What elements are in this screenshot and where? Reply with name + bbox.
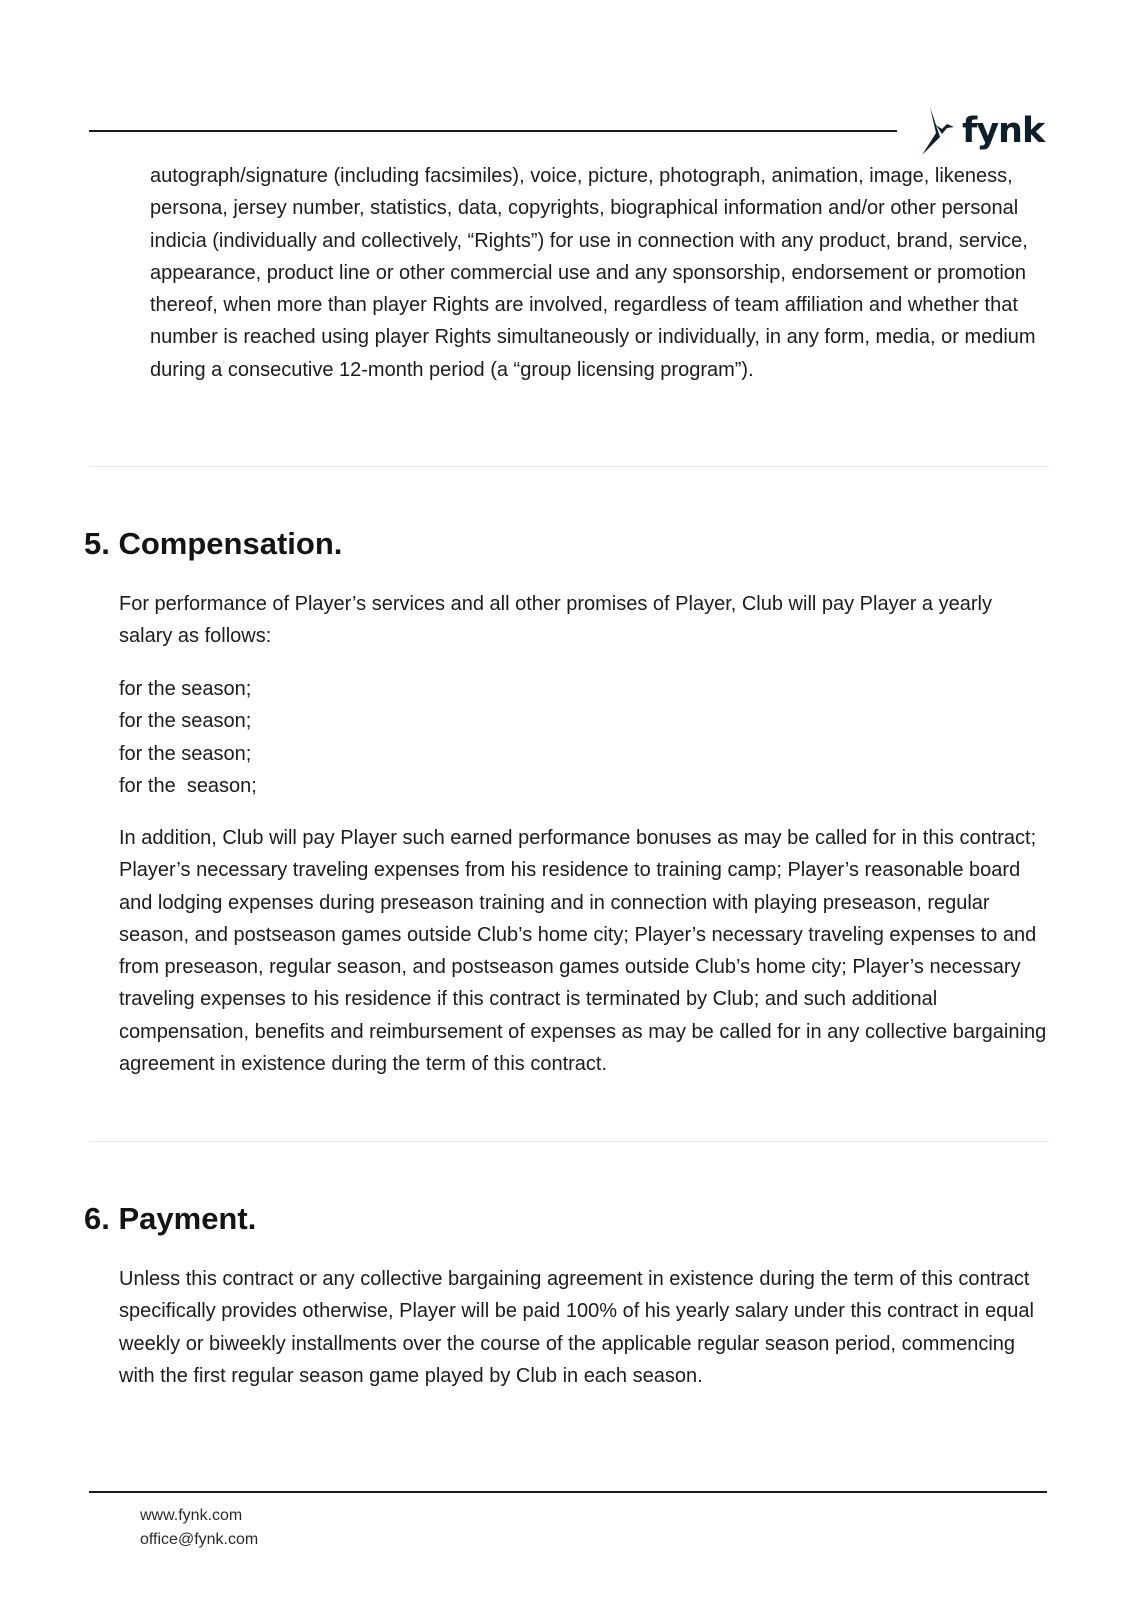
season-item: for the season;	[119, 774, 257, 797]
footer-email: office@fynk.com	[140, 1531, 259, 1548]
footer-website: www.fynk.com	[140, 1507, 243, 1524]
season-item: for the season;	[119, 742, 252, 765]
section-6-title: 6. Payment.	[84, 1201, 257, 1236]
section-5-title: 5. Compensation.	[84, 526, 343, 561]
additional-compensation-paragraph: In addition, Club will pay Player such earned performance bonuses as may be called for in this contract; Player’s necessary traveling expenses from his residence to training camp; Player’s reasonable board and lodging expenses during preseason training and in connection with playing preseason, regular season, and postseason games outside Club’s home city; Player’s necessary traveling expenses to and from preseason, regular season, and postseason games outside Club’s home city; Player’s necessary traveling expenses to his residence if this contract is terminated by Club; and such additional compensation, benefits and reimbursement of expenses as may be called for in any collective bargaining agreement in existence during the term of this contract.	[119, 827, 1047, 1076]
fynk-bird-icon	[920, 107, 954, 155]
fynk-logo	[920, 105, 1044, 157]
intro-paragraph: autograph/signature (including facsimiles), voice, picture, photograph, animation, image, likeness, persona, jersey number, statistics, data, copyrights, biographical information and/or other personal indicia (individually and collectively, “Rights”) for use in connection with any product, brand, service, appearance, product line or other commercial use and any sponsorship, endorsement or promotion thereof, when more than player Rights are involved, regardless of team affiliation and whether that number is reached using player Rights simultaneously or individually, in any form, media, or medium during a consecutive 12-month period (a “group licensing program”).	[150, 165, 1036, 381]
season-item: for the season;	[119, 710, 252, 733]
header-rule	[89, 130, 897, 132]
section-divider	[89, 466, 1049, 467]
footer-rule	[89, 1491, 1047, 1493]
compensation-paragraph: For performance of Player’s services and all other promises of Player, Club will pay Player a yearly salary as follows:	[119, 593, 992, 648]
section-divider	[89, 1141, 1049, 1142]
season-list	[119, 673, 257, 802]
season-item: for the season;	[119, 678, 252, 700]
payment-paragraph: Unless this contract or any collective bargaining agreement in existence during the term of this contract specifically provides otherwise, Player will be paid 100% of his yearly salary under this contract in equal weekly or biweekly installments over the course of the applicable regular season period, commencing with the first regular season game played by Club in each season.	[119, 1268, 1034, 1387]
logo-wordmark: fynk	[962, 110, 1045, 151]
